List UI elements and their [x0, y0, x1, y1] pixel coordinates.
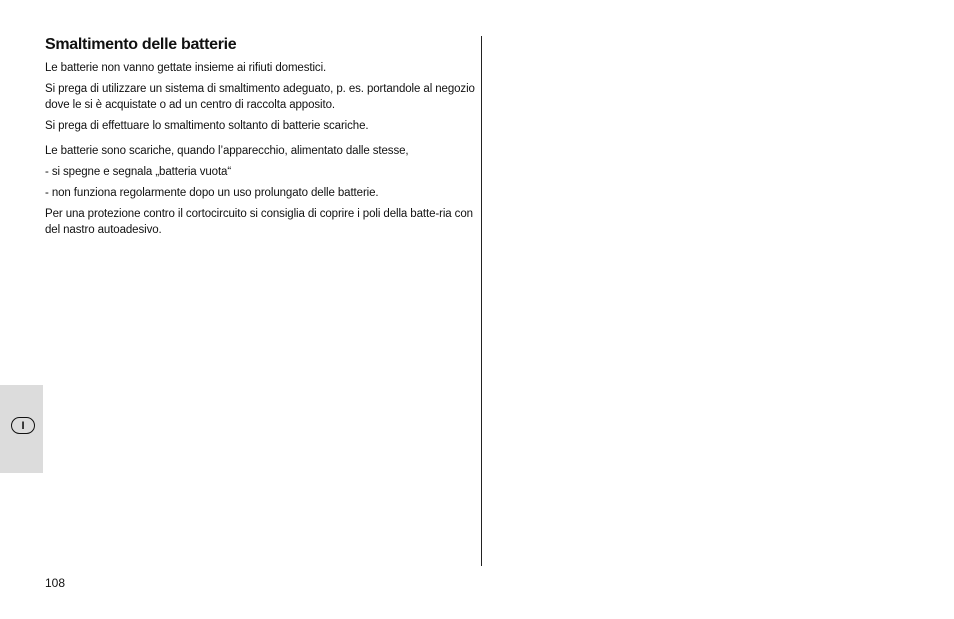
page-number: 108 [45, 576, 66, 590]
list-item-not-working: - non funziona regolarmente dopo un uso prolungato delle batterie. [45, 187, 379, 199]
left-column [45, 34, 475, 238]
paragraph-household-waste: Le batterie non vanno gettate insieme ai rifiuti domestici. [45, 62, 327, 74]
column-divider [481, 36, 482, 566]
paragraph-discharged-when: Le batterie sono scariche, quando l’apparecchio, alimentato dalle stesse, [45, 145, 409, 157]
paragraph-short-circuit: Per una protezione contro il cortocircuito si consiglia di coprire i poli della batte-ria con del nastro autoadesivo. [45, 208, 473, 236]
section-title: Smaltimento delle batterie [45, 36, 237, 53]
language-badge [11, 417, 35, 434]
list-item-switches-off: - si spegne e segnala „batteria vuota“ [45, 166, 232, 178]
paragraph-disposal-system: Si prega di utilizzare un sistema di smaltimento adeguato, p. es. portandole al negozio dove le si è acquistate o ad un centro di raccolta apposito. [45, 83, 475, 111]
language-tab [0, 385, 43, 473]
language-label: I [21, 419, 25, 432]
paragraph-discharged-only: Si prega di effettuare lo smaltimento soltanto di batterie scariche. [45, 120, 369, 132]
